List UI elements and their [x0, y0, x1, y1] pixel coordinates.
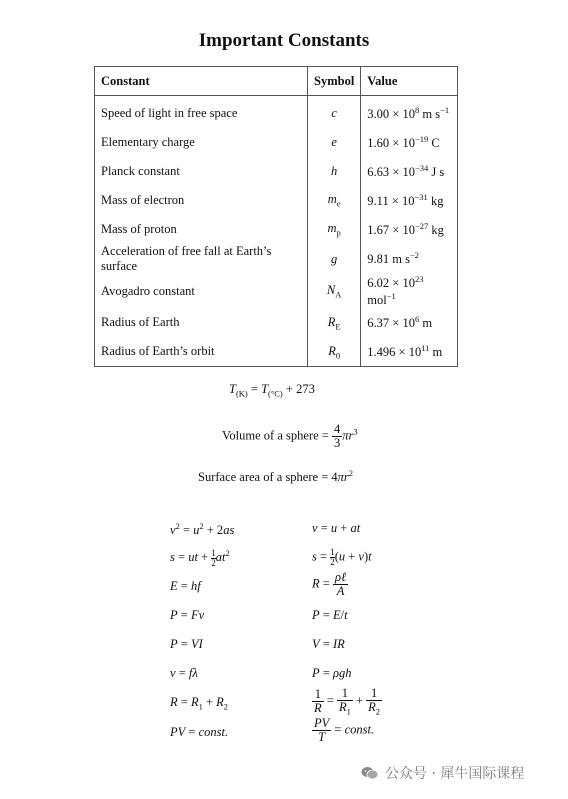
- constant-name: Elementary charge: [95, 128, 308, 157]
- sphere-area-label: Surface area of a sphere: [198, 470, 319, 485]
- table-row: [95, 96, 458, 129]
- constant-value: 9.81 m $s^{-2}$: [361, 244, 458, 274]
- constant-value: $1.60 \times 10^{-19}$ C: [361, 128, 458, 157]
- constant-name: Acceleration of free fall at Earth’s surface: [95, 244, 308, 274]
- formula-right: $\frac{PV}{T}$ = const.: [314, 716, 375, 745]
- constant-symbol: e: [308, 128, 361, 157]
- formula-right: s = $\frac{1}{2}$ (u + v)t: [312, 547, 372, 567]
- table-row: [95, 274, 458, 308]
- table-row: [95, 186, 458, 215]
- page-title: Important Constants: [198, 30, 370, 51]
- constant-value: $6.02 \times 10^{23}$ mol$^{-1}$: [361, 274, 458, 308]
- constant-name: Radius of Earth: [95, 308, 308, 337]
- constant-name: Radius of Earth’s orbit: [95, 337, 308, 367]
- constant-name: Speed of light in free space: [95, 96, 308, 129]
- table-row: [95, 157, 458, 186]
- constant-symbol: $m_e$: [308, 186, 361, 215]
- formula-right: V = IR: [312, 637, 345, 651]
- constant-symbol: $N_A$: [308, 274, 361, 308]
- formula-left: $R = R_1 + R_2$: [170, 695, 229, 712]
- constant-value: $9.11 \times 10^{-31}$ kg: [361, 186, 458, 215]
- constant-value: $6.63 \times 10^{-34}$ J s: [361, 157, 458, 186]
- constant-symbol: $R_E$: [308, 308, 361, 337]
- formula-left: v = fλ: [170, 666, 198, 680]
- formula-right: R = $\frac{\text{ρℓ}}{A}$: [312, 570, 347, 599]
- watermark: [361, 763, 524, 783]
- table-row: [95, 244, 458, 274]
- table-row: [95, 308, 458, 337]
- formula-right: v = u + at: [312, 521, 361, 535]
- constant-name: Planck constant: [95, 157, 308, 186]
- temperature-conversion: $T_{(K)} = T_{(^\circ C)} + 273$: [229, 382, 315, 399]
- header-symbol: Symbol: [308, 67, 361, 96]
- constant-name: Mass of proton: [95, 215, 308, 244]
- constant-value: $1.67 \times 10^{-27}$ kg: [361, 215, 458, 244]
- constant-name: Mass of electron: [95, 186, 308, 215]
- constants-table: [94, 66, 458, 367]
- formula-right: P = ρgh: [312, 666, 352, 680]
- formula-left: PV = const.: [170, 725, 229, 739]
- table-row: [95, 215, 458, 244]
- sphere-volume-formula: Volume of a sphere = $\frac{4}{3}$ $\pi r^3$: [222, 422, 358, 451]
- sphere-area-formula: Surface area of a sphere = $4\pi r^2$: [198, 468, 354, 485]
- table-row: [95, 128, 458, 157]
- formula-left: $v^2 = u^2 + 2as$: [170, 521, 235, 538]
- constant-symbol: $m_p$: [308, 215, 361, 244]
- constant-symbol: c: [308, 96, 361, 129]
- table-row: [95, 337, 458, 367]
- formula-left: P = VI: [170, 637, 203, 651]
- constant-symbol: $R_0$: [308, 337, 361, 367]
- formula-right: $\frac{1}{R}$ = $\frac{1}{R_1}$ + $\frac{1}{R_2}$: [314, 686, 381, 717]
- header-value: Value: [361, 67, 458, 96]
- formula-left: s = ut + $\frac{1}{2}$ $at^2$: [170, 547, 230, 568]
- wechat-icon: [361, 766, 379, 780]
- sphere-volume-label: Volume of a sphere: [222, 428, 319, 443]
- header-constant: Constant: [95, 67, 308, 96]
- constant-value: $1.496 \times 10^{11}$ m: [361, 337, 458, 367]
- formula-right: P = E/t: [312, 608, 348, 622]
- formula-left: E = hf: [170, 579, 201, 593]
- constant-value: $3.00 \times 10^8$ m $s^{-1}$: [361, 96, 458, 129]
- constant-name: Avogadro constant: [95, 274, 308, 308]
- constant-value: $6.37 \times 10^6$ m: [361, 308, 458, 337]
- formula-left: P = Fv: [170, 608, 205, 622]
- constant-symbol: h: [308, 157, 361, 186]
- constant-symbol: g: [308, 244, 361, 274]
- table-header-row: [95, 67, 458, 96]
- watermark-text: 公众号 · 犀牛国际课程: [385, 766, 525, 782]
